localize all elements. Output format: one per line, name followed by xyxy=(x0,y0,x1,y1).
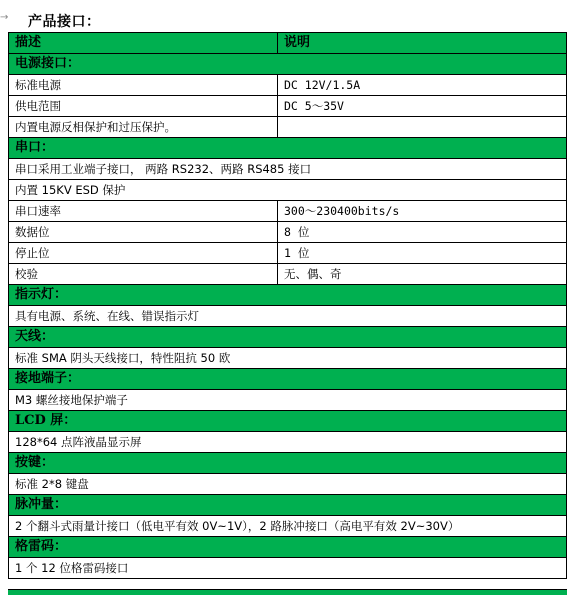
row-value: DC 5～35V xyxy=(278,96,567,117)
table-row xyxy=(9,117,567,138)
table-row xyxy=(9,96,567,117)
table-row xyxy=(9,348,567,369)
section-header-row xyxy=(9,285,567,306)
row-description: 校验 xyxy=(9,264,278,285)
row-description: 标准电源 xyxy=(9,75,278,96)
row-description: 内置电源反相保护和过压保护。 xyxy=(9,117,278,138)
section-header-row xyxy=(9,369,567,390)
section-header-row xyxy=(9,411,567,432)
row-description: 串口速率 xyxy=(9,201,278,222)
table-row xyxy=(9,159,567,180)
table-row xyxy=(9,201,567,222)
header-description: 描述 xyxy=(9,33,278,54)
section-header-row xyxy=(9,138,567,159)
table-header-row xyxy=(9,33,567,54)
section-header-row xyxy=(9,537,567,558)
section-header-row xyxy=(9,453,567,474)
row-value: 无、偶、奇 xyxy=(278,264,567,285)
table-row xyxy=(9,222,567,243)
table-row xyxy=(9,390,567,411)
spec-table xyxy=(8,32,567,579)
row-description: 串口采用工业端子接口， 两路 RS232、两路 RS485 接口 xyxy=(9,159,567,180)
table-row xyxy=(9,180,567,201)
section-title: 电源接口： xyxy=(9,54,567,75)
section-title: 按键： xyxy=(9,453,567,474)
section-header-row xyxy=(9,54,567,75)
section-title: 脉冲量： xyxy=(9,495,567,516)
row-description: 具有电源、系统、在线、错误指示灯 xyxy=(9,306,567,327)
section-header-row xyxy=(9,495,567,516)
row-description: M3 螺丝接地保护端子 xyxy=(9,390,567,411)
row-description: 标准 2*8 键盘 xyxy=(9,474,567,495)
row-value: 300～230400bits/s xyxy=(278,201,567,222)
row-value: 8 位 xyxy=(278,222,567,243)
page-title: 产品接口： xyxy=(28,14,101,30)
row-description: 标准 SMA 阴头天线接口，特性阻抗 50 欧 xyxy=(9,348,567,369)
table-row xyxy=(9,243,567,264)
row-description: 停止位 xyxy=(9,243,278,264)
section-title: 接地端子： xyxy=(9,369,567,390)
table-row xyxy=(9,306,567,327)
section-title: LCD 屏： xyxy=(9,411,567,432)
row-value: DC 12V/1.5A xyxy=(278,75,567,96)
table-row xyxy=(9,75,567,96)
arrow-right-icon: → xyxy=(0,12,9,23)
row-description: 供电范围 xyxy=(9,96,278,117)
section-title: 指示灯： xyxy=(9,285,567,306)
row-description: 内置 15KV ESD 保护 xyxy=(9,180,567,201)
row-description: 1 个 12 位格雷码接口 xyxy=(9,558,567,579)
section-title: 串口： xyxy=(9,138,567,159)
table-row xyxy=(9,432,567,453)
row-description: 数据位 xyxy=(9,222,278,243)
row-value xyxy=(278,117,567,138)
table-row xyxy=(9,264,567,285)
section-title: 格雷码： xyxy=(9,537,567,558)
table-row xyxy=(9,474,567,495)
row-description: 2 个翻斗式雨量计接口（低电平有效 0V~1V），2 路脉冲接口（高电平有效 2V~30V） xyxy=(9,516,567,537)
row-description: 128*64 点阵液晶显示屏 xyxy=(9,432,567,453)
next-section-row-edge xyxy=(8,589,567,595)
header-explanation: 说明 xyxy=(278,33,567,54)
table-row xyxy=(9,558,567,579)
section-header-row xyxy=(9,327,567,348)
section-title: 天线： xyxy=(9,327,567,348)
row-value: 1 位 xyxy=(278,243,567,264)
table-row xyxy=(9,516,567,537)
